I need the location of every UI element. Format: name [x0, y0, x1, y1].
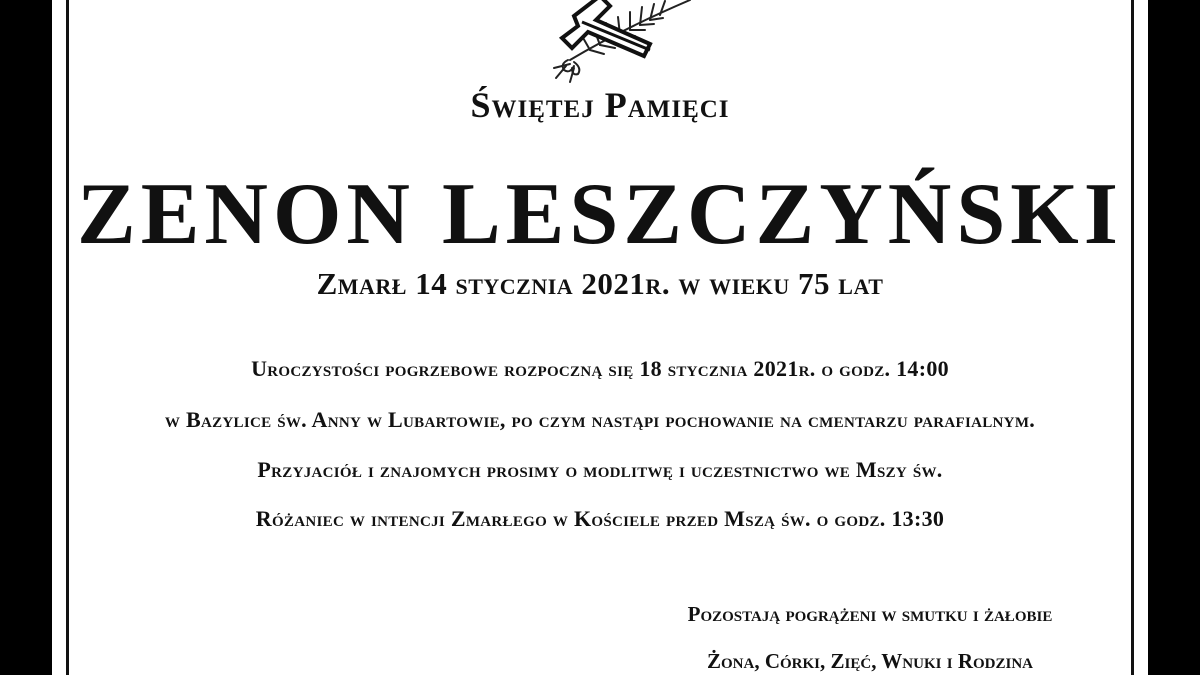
obituary-card [52, 0, 1148, 675]
cross-with-palm-branch-icon [500, 0, 700, 88]
mourners-list: Żona, Córki, Zięć, Wnuki i Rodzina [707, 649, 1033, 673]
deceased-name: ZENON LESZCZYŃSKI [77, 166, 1123, 263]
funeral-info-line: Uroczystości pogrzebowe rozpoczną się 18 stycznia 2021r. o godz. 14:00 [251, 356, 949, 381]
death-date-line: Zmarł 14 stycznia 2021r. w wieku 75 lat [316, 266, 884, 301]
funeral-info-line: Różaniec w intencji Zmarłego w Kościele przed Mszą św. o godz. 13:30 [255, 506, 945, 531]
funeral-info-line: w Bazylice św. Anny w Lubartowie, po czym nastąpi pochowanie na cmentarzu parafialnym. [164, 407, 1036, 432]
mourners-intro: Pozostają pogrążeni w smutku i żałobie [687, 602, 1053, 626]
funeral-info-line: Przyjaciół i znajomych prosimy o modlitwę i uczestnictwo we Mszy św. [257, 457, 943, 482]
heading-swietej-pamieci: Świętej Pamięci [470, 85, 730, 125]
